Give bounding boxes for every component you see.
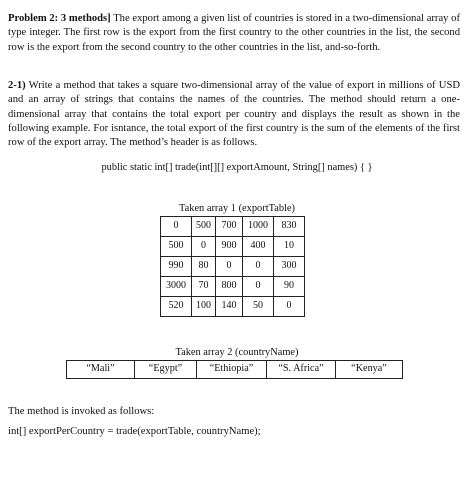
table-cell: 500: [192, 217, 216, 237]
table-cell: 400: [243, 237, 274, 257]
table-cell: 520: [161, 297, 192, 317]
table-row: [161, 237, 305, 257]
table-cell: 830: [274, 217, 305, 237]
table-cell: 50: [243, 297, 274, 317]
table-cell: 500: [161, 237, 192, 257]
table-cell: “Egypt”: [135, 361, 197, 379]
table-row: [67, 361, 403, 379]
problem-intro: The export among a given list of countries is stored in a two-dimensional array of type integer. The first row is the export from the first country to the other countries in the list, the second row is the export from the second country to the other countries in the list, and-so-forth.: [8, 13, 460, 53]
table-cell: 900: [216, 237, 243, 257]
table-cell: 10: [274, 237, 305, 257]
table-cell: 140: [216, 297, 243, 317]
invocation-code: int[] exportPerCountry = trade(exportTable, countryName);: [8, 426, 261, 437]
table-cell: 300: [274, 257, 305, 277]
table-cell: 0: [274, 297, 305, 317]
table-cell: 70: [192, 277, 216, 297]
table-row: [161, 297, 305, 317]
invocation-text: The method is invoked as follows:: [8, 406, 155, 417]
problem-heading: Problem 2: 3 methods]: [8, 13, 111, 24]
names-table-caption: Taken array 2 (countryName): [175, 347, 299, 358]
table-row: [161, 257, 305, 277]
export-table-caption: Taken array 1 (exportTable): [179, 203, 295, 214]
table-row: [161, 217, 305, 237]
table-cell: 100: [192, 297, 216, 317]
table-cell: 990: [161, 257, 192, 277]
names-table: [66, 360, 403, 379]
problem-statement: [8, 12, 460, 55]
table-cell: “Ethiopia”: [197, 361, 267, 379]
method-signature: public static int[] trade(int[][] exportAmount, String[] names) { }: [101, 162, 373, 173]
export-table: [160, 216, 305, 317]
table-cell: 0: [161, 217, 192, 237]
table-row: [161, 277, 305, 297]
table-cell: 3000: [161, 277, 192, 297]
table-cell: 0: [216, 257, 243, 277]
table-cell: 1000: [243, 217, 274, 237]
table-cell: 700: [216, 217, 243, 237]
part-label: 2-1): [8, 80, 26, 91]
table-cell: 90: [274, 277, 305, 297]
table-cell: “Kenya”: [336, 361, 403, 379]
table-cell: 0: [192, 237, 216, 257]
table-cell: 0: [243, 257, 274, 277]
table-cell: “S. Africa”: [267, 361, 336, 379]
table-cell: 800: [216, 277, 243, 297]
table-cell: 80: [192, 257, 216, 277]
table-cell: 0: [243, 277, 274, 297]
table-cell: “Mali”: [67, 361, 135, 379]
part-text: Write a method that takes a square two-dimensional array of the value of export in millions of USD and an array of strings that contains the names of the countries. The method should return a one-dimensional array that contains the total export per country and displays the result as shown in the following example. For isntance, the total export of the first country is the sum of the elements of the first row of the export array. The method’s header is as follows.: [8, 80, 460, 149]
part-statement: [8, 79, 460, 150]
